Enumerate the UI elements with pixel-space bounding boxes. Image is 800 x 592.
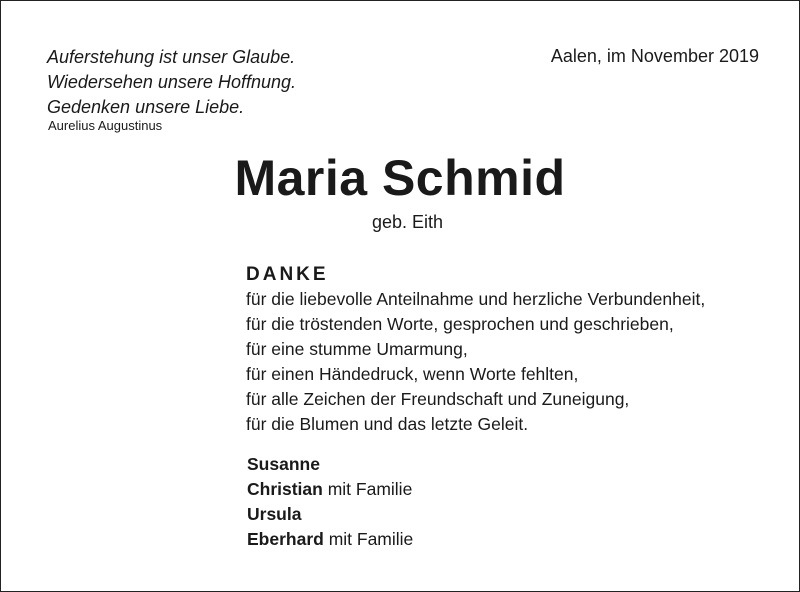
- quote-line: Auferstehung ist unser Glaube.: [47, 47, 296, 67]
- family-member-row: [247, 527, 413, 552]
- family-member-name: Christian: [247, 479, 323, 499]
- family-member-row: [247, 452, 413, 477]
- family-member-name: Ursula: [247, 504, 302, 524]
- family-member-suffix: mit Familie: [322, 479, 413, 499]
- thanks-line: für die Blumen und das letzte Geleit.: [246, 414, 529, 434]
- place-date: Aalen, im November 2019: [550, 46, 759, 66]
- thanks-section: [246, 263, 705, 437]
- thanks-lines: [246, 287, 705, 437]
- family-member-row: [247, 477, 413, 502]
- quote-author: Aurelius Augustinus: [48, 118, 163, 133]
- maiden-name: geb. Eith: [372, 212, 444, 232]
- deceased-name: Maria Schmid: [234, 150, 566, 206]
- thanks-line: für die tröstenden Worte, gesprochen und geschrieben,: [246, 314, 674, 334]
- family-signatures: [247, 452, 413, 552]
- family-member-suffix: mit Familie: [323, 529, 414, 549]
- quote-line: Gedenken unsere Liebe.: [47, 97, 245, 117]
- memorial-quote: [47, 45, 296, 120]
- thanks-title: DANKE: [246, 264, 329, 285]
- family-member-name: Susanne: [247, 454, 320, 474]
- thanks-line: für eine stumme Umarmung,: [246, 339, 468, 359]
- thanks-line: für alle Zeichen der Freundschaft und Zuneigung,: [246, 389, 630, 409]
- thanks-line: für die liebevolle Anteilnahme und herzliche Verbundenheit,: [246, 289, 706, 309]
- thanks-line: für einen Händedruck, wenn Worte fehlten,: [246, 364, 579, 384]
- family-member-row: [247, 502, 413, 527]
- quote-line: Wiedersehen unsere Hoffnung.: [47, 72, 296, 92]
- family-member-name: Eberhard: [247, 529, 324, 549]
